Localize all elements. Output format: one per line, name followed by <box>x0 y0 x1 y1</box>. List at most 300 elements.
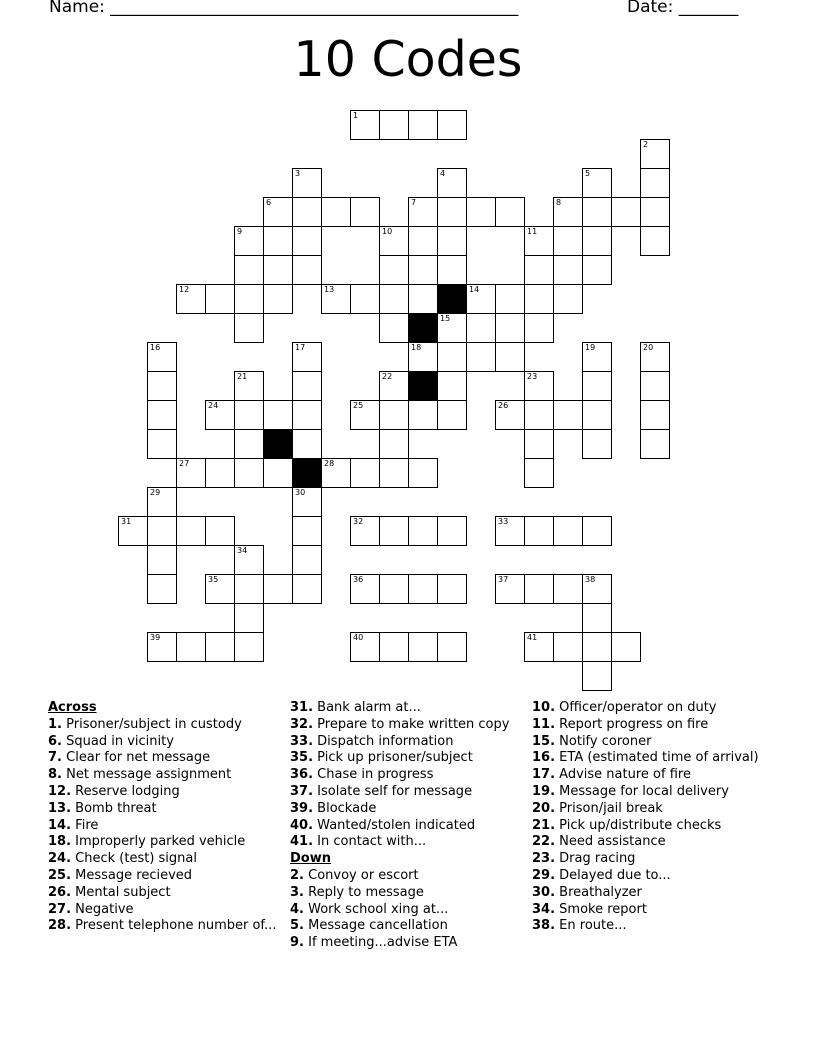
clue-item <box>48 834 280 851</box>
grid-cell[interactable] <box>437 371 467 401</box>
clue-item-number: 22. <box>532 834 556 850</box>
grid-cell[interactable] <box>553 516 583 546</box>
clue-item <box>290 784 522 801</box>
clue-number: 3 <box>295 169 301 178</box>
grid-cell[interactable] <box>408 516 438 546</box>
clue-item <box>48 851 280 868</box>
grid-cell[interactable] <box>408 632 438 662</box>
grid-cell[interactable] <box>350 197 380 227</box>
clue-item-text: Message for local delivery <box>559 783 729 799</box>
grid-cell[interactable] <box>524 516 554 546</box>
clue-item <box>532 767 764 784</box>
grid-cell[interactable] <box>582 197 612 227</box>
clue-item <box>290 700 522 717</box>
clue-item-number: 17. <box>532 767 556 783</box>
grid-cell[interactable] <box>292 516 322 546</box>
grid-cell[interactable] <box>234 226 264 256</box>
grid-cell[interactable] <box>495 342 525 372</box>
clue-item-number: 27. <box>48 901 72 917</box>
grid-cell[interactable] <box>379 429 409 459</box>
clue-item-number: 3. <box>290 884 304 900</box>
grid-cell[interactable] <box>582 226 612 256</box>
clue-item <box>290 818 522 835</box>
grid-cell[interactable] <box>524 255 554 285</box>
clue-item-text: Smoke report <box>559 901 647 917</box>
clue-column-1 <box>48 700 280 935</box>
clue-item-number: 18. <box>48 834 72 850</box>
grid-cell[interactable] <box>292 400 322 430</box>
clue-item <box>290 885 522 902</box>
clue-item <box>48 734 280 751</box>
clue-item <box>48 902 280 919</box>
clue-number: 15 <box>440 314 451 323</box>
grid-cell[interactable] <box>350 284 380 314</box>
clue-item <box>290 902 522 919</box>
grid-cell[interactable] <box>495 284 525 314</box>
clue-number: 24 <box>208 401 219 410</box>
grid-cell[interactable] <box>437 574 467 604</box>
grid-cell[interactable] <box>553 400 583 430</box>
clue-item <box>532 902 764 919</box>
clue-item <box>532 750 764 767</box>
clue-item-number: 7. <box>48 750 62 766</box>
grid-cell[interactable] <box>379 516 409 546</box>
grid-cell[interactable] <box>147 545 177 575</box>
grid-cell[interactable] <box>176 516 206 546</box>
clue-item-text: Reserve lodging <box>75 783 180 799</box>
clue-item-number: 24. <box>48 851 72 867</box>
black-square <box>437 284 467 314</box>
grid-cell[interactable] <box>640 400 670 430</box>
clue-number: 2 <box>643 140 649 149</box>
clue-item-text: Isolate self for message <box>317 783 473 799</box>
grid-cell[interactable] <box>466 342 496 372</box>
clue-item <box>48 784 280 801</box>
grid-cell[interactable] <box>408 458 438 488</box>
grid-cell[interactable] <box>524 429 554 459</box>
clue-item-number: 6. <box>48 733 62 749</box>
clue-item <box>532 700 764 717</box>
grid-cell[interactable] <box>437 110 467 140</box>
grid-cell[interactable] <box>234 255 264 285</box>
clue-item-number: 15. <box>532 733 556 749</box>
grid-cell[interactable] <box>582 400 612 430</box>
clue-item-text: Chase in progress <box>317 767 434 783</box>
grid-cell[interactable] <box>437 226 467 256</box>
clue-item <box>532 918 764 935</box>
clue-item-text: Work school xing at... <box>308 901 449 917</box>
grid-cell[interactable] <box>205 400 235 430</box>
grid-cell[interactable] <box>466 313 496 343</box>
clue-item <box>290 734 522 751</box>
clue-item-number: 28. <box>48 918 72 934</box>
clue-item-text: Fire <box>75 817 99 833</box>
clue-item-number: 30. <box>532 884 556 900</box>
grid-cell[interactable] <box>263 284 293 314</box>
clue-item-text: Improperly parked vehicle <box>75 834 246 850</box>
grid-cell[interactable] <box>553 632 583 662</box>
grid-cell[interactable] <box>147 371 177 401</box>
clue-number: 41 <box>527 633 538 642</box>
grid-cell[interactable] <box>582 255 612 285</box>
clue-number: 5 <box>585 169 591 178</box>
clue-item <box>48 801 280 818</box>
grid-cell[interactable] <box>437 516 467 546</box>
clue-item-number: 10. <box>532 700 556 715</box>
clue-number: 9 <box>237 227 243 236</box>
clue-item <box>532 818 764 835</box>
clue-item-number: 39. <box>290 800 314 816</box>
grid-cell[interactable] <box>408 197 438 227</box>
clue-item-number: 40. <box>290 817 314 833</box>
grid-cell[interactable] <box>234 603 264 633</box>
clue-item <box>290 935 522 952</box>
grid-cell[interactable] <box>379 400 409 430</box>
clue-number: 28 <box>324 459 335 468</box>
grid-cell[interactable] <box>350 632 380 662</box>
clue-item <box>532 868 764 885</box>
grid-cell[interactable] <box>321 284 351 314</box>
black-square <box>292 458 322 488</box>
clue-item-number: 33. <box>290 733 314 749</box>
grid-cell[interactable] <box>582 661 612 691</box>
black-square <box>408 313 438 343</box>
clue-item-text: Clear for net message <box>66 750 211 766</box>
grid-cell[interactable] <box>524 313 554 343</box>
clue-column-3 <box>532 700 764 935</box>
grid-cell[interactable] <box>495 400 525 430</box>
grid-cell[interactable] <box>582 168 612 198</box>
clue-item <box>48 885 280 902</box>
grid-cell[interactable] <box>640 371 670 401</box>
grid-cell[interactable] <box>234 400 264 430</box>
grid-cell[interactable] <box>437 632 467 662</box>
clue-number: 36 <box>353 575 364 584</box>
grid-cell[interactable] <box>437 342 467 372</box>
grid-cell[interactable] <box>292 371 322 401</box>
grid-cell[interactable] <box>553 197 583 227</box>
date-field-label: Date: _______ <box>627 0 739 17</box>
grid-cell[interactable] <box>379 226 409 256</box>
grid-cell[interactable] <box>495 516 525 546</box>
clue-item-text: Message cancellation <box>308 918 448 934</box>
clue-number: 19 <box>585 343 596 352</box>
clue-item-text: Pick up/distribute checks <box>559 817 722 833</box>
clue-item <box>290 767 522 784</box>
clue-item-text: If meeting...advise ETA <box>308 935 458 951</box>
clue-number: 38 <box>585 575 596 584</box>
clue-item-number: 13. <box>48 800 72 816</box>
clue-item-number: 41. <box>290 834 314 850</box>
black-square <box>408 371 438 401</box>
clue-item-number: 21. <box>532 817 556 833</box>
clue-item <box>532 801 764 818</box>
clue-number: 32 <box>353 517 364 526</box>
grid-cell[interactable] <box>524 226 554 256</box>
clue-item-text: Wanted/stolen indicated <box>317 817 476 833</box>
clue-item-text: Prepare to make written copy <box>317 716 510 732</box>
clue-item-number: 35. <box>290 750 314 766</box>
clue-item-number: 2. <box>290 867 304 883</box>
clue-number: 11 <box>527 227 538 236</box>
grid-cell[interactable] <box>379 284 409 314</box>
grid-cell[interactable] <box>263 400 293 430</box>
grid-cell[interactable] <box>147 487 177 517</box>
grid-cell[interactable] <box>640 226 670 256</box>
grid-cell[interactable] <box>379 632 409 662</box>
clue-item-text: In contact with... <box>317 834 427 850</box>
clue-item-text: Check (test) signal <box>75 851 197 867</box>
clue-item <box>532 885 764 902</box>
grid-cell[interactable] <box>437 197 467 227</box>
grid-cell[interactable] <box>321 458 351 488</box>
across-heading: Across <box>48 700 97 715</box>
clue-item-number: 31. <box>290 700 314 715</box>
clue-item-number: 11. <box>532 716 556 732</box>
grid-cell[interactable] <box>292 545 322 575</box>
clue-item-number: 8. <box>48 767 62 783</box>
grid-cell[interactable] <box>408 284 438 314</box>
clue-item-text: Convoy or escort <box>308 867 419 883</box>
grid-cell[interactable] <box>234 632 264 662</box>
grid-cell[interactable] <box>495 574 525 604</box>
clue-item-number: 1. <box>48 716 62 732</box>
grid-cell[interactable] <box>379 458 409 488</box>
grid-cell[interactable] <box>640 139 670 169</box>
page-title: 10 Codes <box>293 31 523 88</box>
clue-number: 29 <box>150 488 161 497</box>
clue-item-text: Blockade <box>317 800 377 816</box>
clue-item-number: 23. <box>532 851 556 867</box>
clue-number: 6 <box>266 198 272 207</box>
clue-item-number: 19. <box>532 783 556 799</box>
clue-number: 7 <box>411 198 417 207</box>
clue-number: 25 <box>353 401 364 410</box>
grid-cell[interactable] <box>437 168 467 198</box>
grid-cell[interactable] <box>350 458 380 488</box>
grid-cell[interactable] <box>176 632 206 662</box>
clue-item-text: Net message assignment <box>66 767 232 783</box>
grid-cell[interactable] <box>321 197 351 227</box>
clue-item-text: Advise nature of fire <box>559 767 691 783</box>
clue-column-2 <box>290 700 522 952</box>
grid-cell[interactable] <box>292 255 322 285</box>
grid-cell[interactable] <box>147 429 177 459</box>
clue-item-number: 36. <box>290 767 314 783</box>
clue-number: 31 <box>121 517 132 526</box>
grid-cell[interactable] <box>205 516 235 546</box>
grid-cell[interactable] <box>234 284 264 314</box>
clue-number: 23 <box>527 372 538 381</box>
clue-item-text: Squad in vicinity <box>66 733 174 749</box>
grid-cell[interactable] <box>408 110 438 140</box>
grid-cell[interactable] <box>466 197 496 227</box>
grid-cell[interactable] <box>524 371 554 401</box>
clue-number: 22 <box>382 372 393 381</box>
grid-cell[interactable] <box>582 516 612 546</box>
clue-item-text: Need assistance <box>559 834 666 850</box>
clue-number: 8 <box>556 198 562 207</box>
grid-cell[interactable] <box>582 603 612 633</box>
clue-number: 4 <box>440 169 446 178</box>
clue-item-text: Prisoner/subject in custody <box>66 716 242 732</box>
grid-cell[interactable] <box>205 458 235 488</box>
grid-cell[interactable] <box>408 574 438 604</box>
grid-cell[interactable] <box>205 632 235 662</box>
clue-item <box>48 717 280 734</box>
grid-cell[interactable] <box>640 429 670 459</box>
grid-cell[interactable] <box>437 400 467 430</box>
clue-item <box>290 834 522 851</box>
grid-cell[interactable] <box>582 342 612 372</box>
grid-cell[interactable] <box>205 574 235 604</box>
clue-item <box>532 851 764 868</box>
grid-cell[interactable] <box>582 574 612 604</box>
grid-cell[interactable] <box>379 255 409 285</box>
grid-cell[interactable] <box>611 197 641 227</box>
clue-item-text: Bomb threat <box>75 800 157 816</box>
grid-cell[interactable] <box>147 632 177 662</box>
grid-cell[interactable] <box>176 284 206 314</box>
clue-item-text: Breathalyzer <box>559 884 642 900</box>
grid-cell[interactable] <box>553 226 583 256</box>
grid-cell[interactable] <box>379 371 409 401</box>
clue-number: 34 <box>237 546 248 555</box>
grid-cell[interactable] <box>524 284 554 314</box>
grid-cell[interactable] <box>553 284 583 314</box>
grid-cell[interactable] <box>437 313 467 343</box>
clue-item <box>290 750 522 767</box>
grid-cell[interactable] <box>611 632 641 662</box>
grid-cell[interactable] <box>234 545 264 575</box>
grid-cell[interactable] <box>524 400 554 430</box>
grid-cell[interactable] <box>147 574 177 604</box>
grid-cell[interactable] <box>234 458 264 488</box>
clue-item <box>532 784 764 801</box>
clue-item-number: 14. <box>48 817 72 833</box>
grid-cell[interactable] <box>524 458 554 488</box>
grid-cell[interactable] <box>495 313 525 343</box>
clue-item-number: 9. <box>290 935 304 951</box>
clue-number: 10 <box>382 227 393 236</box>
grid-cell[interactable] <box>582 632 612 662</box>
grid-cell[interactable] <box>582 429 612 459</box>
grid-cell[interactable] <box>292 168 322 198</box>
grid-cell[interactable] <box>292 342 322 372</box>
black-square <box>263 429 293 459</box>
grid-cell[interactable] <box>640 168 670 198</box>
clue-item <box>532 717 764 734</box>
grid-cell[interactable] <box>292 197 322 227</box>
clue-item-text: Report progress on fire <box>559 716 709 732</box>
grid-cell[interactable] <box>292 226 322 256</box>
grid-cell[interactable] <box>263 197 293 227</box>
grid-cell[interactable] <box>234 429 264 459</box>
clue-item-number: 26. <box>48 884 72 900</box>
grid-cell[interactable] <box>147 400 177 430</box>
grid-cell[interactable] <box>408 226 438 256</box>
clue-item-number: 12. <box>48 783 72 799</box>
clue-item-text: Message recieved <box>75 867 193 883</box>
clue-item-text: Notify coroner <box>559 733 652 749</box>
clue-number: 37 <box>498 575 509 584</box>
clue-item-text: Present telephone number of... <box>75 918 277 934</box>
clue-item <box>290 717 522 734</box>
grid-cell[interactable] <box>292 574 322 604</box>
grid-cell[interactable] <box>524 574 554 604</box>
grid-cell[interactable] <box>640 342 670 372</box>
clue-number: 17 <box>295 343 306 352</box>
clue-number: 33 <box>498 517 509 526</box>
grid-cell[interactable] <box>495 197 525 227</box>
clue-item <box>532 834 764 851</box>
grid-cell[interactable] <box>350 574 380 604</box>
clue-item <box>48 818 280 835</box>
clue-item-text: Mental subject <box>75 884 171 900</box>
grid-cell[interactable] <box>234 574 264 604</box>
clue-item-number: 25. <box>48 867 72 883</box>
grid-cell[interactable] <box>379 574 409 604</box>
grid-cell[interactable] <box>118 516 148 546</box>
grid-cell[interactable] <box>350 400 380 430</box>
grid-cell[interactable] <box>292 429 322 459</box>
grid-cell[interactable] <box>466 284 496 314</box>
grid-cell[interactable] <box>205 284 235 314</box>
clue-item-text: Pick up prisoner/subject <box>317 750 473 766</box>
grid-cell[interactable] <box>176 458 206 488</box>
grid-cell[interactable] <box>553 574 583 604</box>
down-heading: Down <box>290 851 331 867</box>
clue-number: 35 <box>208 575 219 584</box>
grid-cell[interactable] <box>350 110 380 140</box>
clue-number: 16 <box>150 343 161 352</box>
clue-item-text: Reply to message <box>308 884 424 900</box>
grid-cell[interactable] <box>408 342 438 372</box>
clue-number: 27 <box>179 459 190 468</box>
grid-cell[interactable] <box>350 516 380 546</box>
grid-cell[interactable] <box>524 632 554 662</box>
grid-cell[interactable] <box>147 516 177 546</box>
grid-cell[interactable] <box>292 487 322 517</box>
clue-item-number: 32. <box>290 716 314 732</box>
grid-cell[interactable] <box>263 226 293 256</box>
grid-cell[interactable] <box>640 197 670 227</box>
clue-item-text: Dispatch information <box>317 733 454 749</box>
grid-cell[interactable] <box>408 400 438 430</box>
clue-number: 14 <box>469 285 480 294</box>
clue-item <box>290 918 522 935</box>
grid-cell[interactable] <box>234 313 264 343</box>
clue-number: 13 <box>324 285 335 294</box>
grid-cell[interactable] <box>582 371 612 401</box>
clue-item <box>48 767 280 784</box>
grid-cell[interactable] <box>147 342 177 372</box>
grid-cell[interactable] <box>437 255 467 285</box>
grid-cell[interactable] <box>263 458 293 488</box>
clue-item-number: 29. <box>532 867 556 883</box>
grid-cell[interactable] <box>234 371 264 401</box>
clue-number: 20 <box>643 343 654 352</box>
grid-cell[interactable] <box>379 110 409 140</box>
clue-item-text: Drag racing <box>559 851 636 867</box>
grid-cell[interactable] <box>263 574 293 604</box>
name-field-label: Name: ________________________________________________ <box>49 0 519 17</box>
grid-cell[interactable] <box>379 313 409 343</box>
clue-number: 39 <box>150 633 161 642</box>
clue-number: 26 <box>498 401 509 410</box>
clue-item-number: 4. <box>290 901 304 917</box>
clue-item <box>48 750 280 767</box>
